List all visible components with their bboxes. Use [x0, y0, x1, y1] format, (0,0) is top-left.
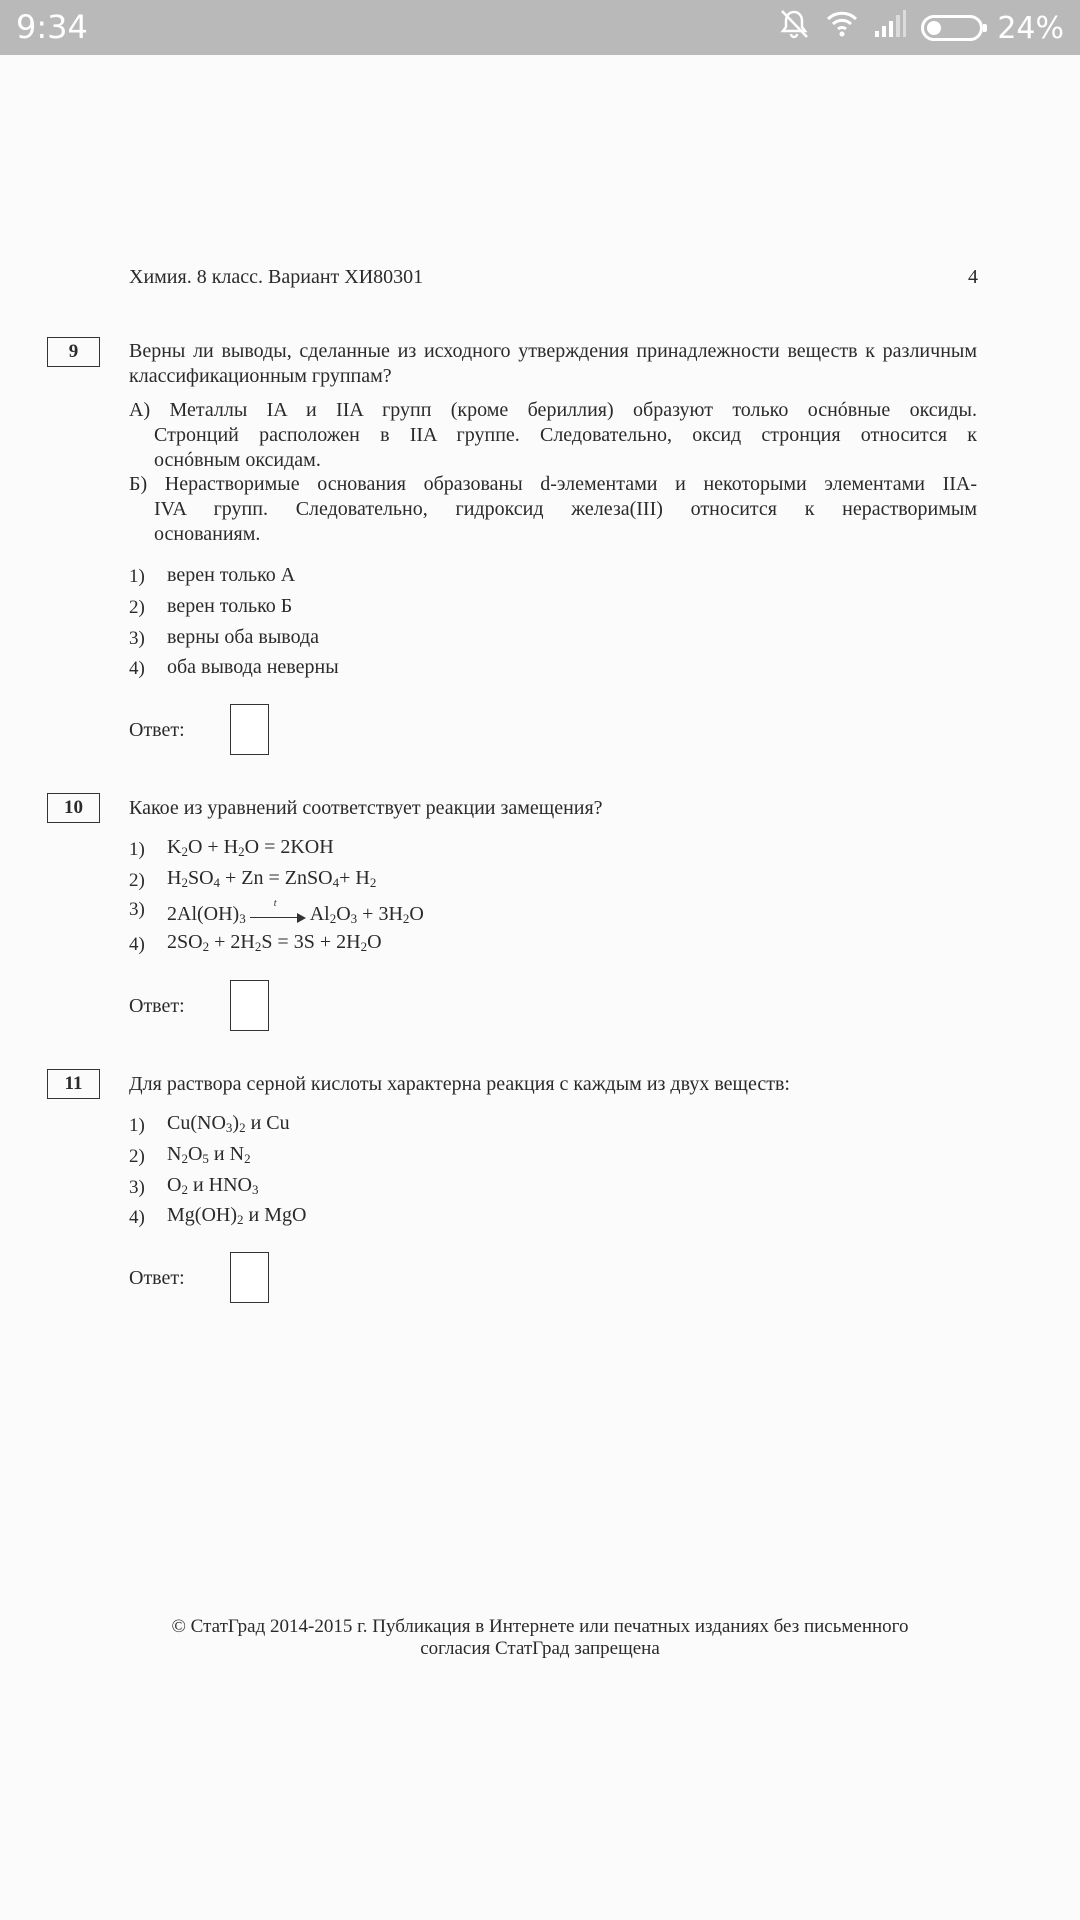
q9-option-4-text: оба вывода неверны	[167, 656, 339, 678]
q11-option-3-num: 3)	[129, 1177, 145, 1198]
question-10-prompt: Какое из уравнений соответствует реакции замещения?	[129, 797, 603, 819]
q11-option-3-text: $O_2$ и $HNO_3$	[167, 1174, 259, 1197]
q11-option-2-text: $N_2O_5$ и $N_2$	[167, 1143, 251, 1166]
status-time: 9:34	[16, 8, 88, 46]
q11-answer-box[interactable]	[230, 1252, 269, 1303]
q10-option-4-num: 4)	[129, 934, 145, 955]
q10-option-3-text: $2Al(OH)_3$ t $Al_2O_3 + 3H_2O$	[167, 898, 424, 926]
q10-answer-label: Ответ:	[129, 995, 185, 1017]
reaction-arrow: t	[250, 908, 306, 922]
q9-option-3-num: 3)	[129, 628, 145, 649]
q10-option-4-text: $2SO_2 + 2H_2S = 3S + 2H_2O$	[167, 931, 382, 954]
q10-option-1-text: $K_2O + H_2O = 2KOH$	[167, 836, 334, 859]
battery-percent: 24%	[997, 10, 1064, 46]
statement-a-line3: оснóвным оксидам.	[154, 449, 321, 471]
q11-option-4-num: 4)	[129, 1207, 145, 1228]
wifi-icon	[825, 9, 859, 47]
q11-option-4-text: $Mg(OH)_2$ и MgO	[167, 1204, 307, 1227]
question-9-prompt: Верны ли выводы, сделанные из исходного утверждения принадлежности веществ к различным классификационным группам?	[129, 340, 977, 387]
page-number: 4	[968, 266, 978, 288]
question-number-9: 9	[47, 337, 100, 367]
q10-option-3-num: 3)	[129, 899, 145, 920]
statement-a	[129, 398, 977, 473]
q11-option-1-num: 1)	[129, 1115, 145, 1136]
battery-icon	[921, 15, 983, 41]
question-number-10: 10	[47, 793, 100, 823]
statement-b-line3: основаниям.	[154, 523, 261, 545]
footer-line2: согласия СтатГрад запрещена	[420, 1638, 660, 1659]
q9-answer-label: Ответ:	[129, 719, 185, 741]
q10-option-2-text: $H_2SO_4 + Zn$ = ZnSO$_4$+ $H_2$	[167, 867, 377, 890]
q9-option-1-num: 1)	[129, 566, 145, 587]
signal-icon	[873, 9, 907, 47]
q9-answer-box[interactable]	[230, 704, 269, 755]
question-11-prompt: Для раствора серной кислоты характерна реакция с каждым из двух веществ:	[129, 1073, 790, 1095]
status-icons	[777, 8, 1064, 48]
q11-answer-label: Ответ:	[129, 1267, 185, 1289]
statement-b-line2: IVA групп. Следовательно, гидроксид железа(III) относится к нерастворимым	[154, 498, 977, 520]
question-9-text	[129, 339, 977, 389]
mute-icon	[777, 7, 811, 49]
statement-b	[129, 472, 977, 547]
copyright-footer	[130, 1616, 950, 1660]
document-title: Химия. 8 класс. Вариант ХИ80301	[129, 266, 424, 288]
q9-option-2-num: 2)	[129, 597, 145, 618]
footer-line1: © СтатГрад 2014-2015 г. Публикация в Интернете или печатных изданиях без письменного	[171, 1616, 909, 1637]
question-number-11: 11	[47, 1069, 100, 1099]
q11-option-1-text: $Cu(NO_3)_2$ и Cu	[167, 1112, 290, 1135]
q9-option-2-text: верен только Б	[167, 595, 293, 617]
q9-option-4-num: 4)	[129, 658, 145, 679]
q10-option-2-num: 2)	[129, 870, 145, 891]
status-bar	[0, 0, 1080, 55]
q11-option-2-num: 2)	[129, 1146, 145, 1167]
statement-a-line1: А) Металлы IA и IIA групп (кроме бериллия) образуют только оснóвные оксиды.	[129, 399, 977, 421]
q9-option-1-text: верен только А	[167, 564, 296, 586]
q10-option-1-num: 1)	[129, 839, 145, 860]
q9-option-3-text: верны оба вывода	[167, 626, 320, 648]
q10-answer-box[interactable]	[230, 980, 269, 1031]
statement-b-line1: Б) Нерастворимые основания образованы d-элементами и некоторыми элементами IIA-	[129, 473, 977, 495]
statement-a-line2: Стронций расположен в IIA группе. Следовательно, оксид стронция относится к	[154, 424, 977, 446]
